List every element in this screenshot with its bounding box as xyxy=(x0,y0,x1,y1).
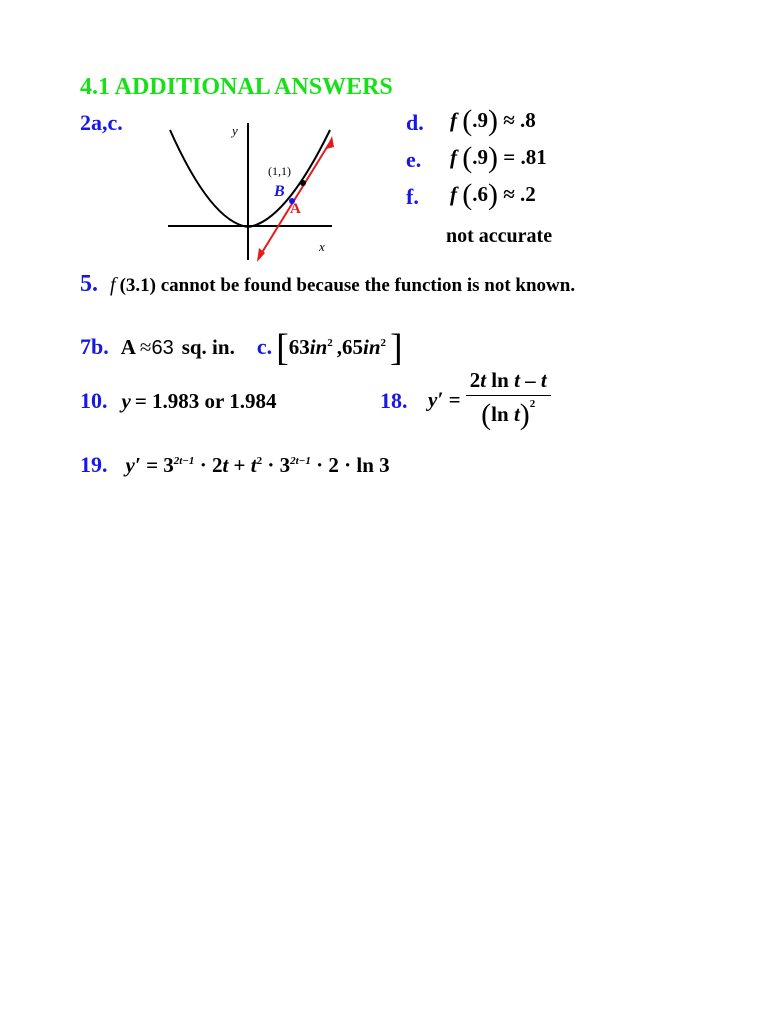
q18-expression: y′ = $\frac{\text{2t ln t – t}}{(\ln t)^2}$ xyxy=(428,368,551,432)
q7b-approx: ≈ xyxy=(139,335,152,359)
tangent-arrow-top xyxy=(326,136,334,149)
q7b-num: 63 xyxy=(151,337,174,359)
q19-label: 19. xyxy=(80,452,108,477)
point-1-1-label: (1,1) xyxy=(268,164,291,178)
q2f-expression: f (.6) ≈ .2 xyxy=(450,178,536,211)
q7c-interval: [$63in^2$ $,65in^2$ ] xyxy=(276,327,403,369)
q5-row xyxy=(80,271,575,298)
q18-label: 18. xyxy=(380,388,408,413)
q19-row xyxy=(80,452,390,478)
q10-y: y xyxy=(121,389,131,413)
parabola-curve xyxy=(170,130,330,227)
q2e-expression: f (.9) = .81 xyxy=(450,141,547,174)
q2e-label: e. xyxy=(406,147,422,172)
q2-label: 2a,c. xyxy=(80,110,123,135)
q19-expression: $y' = 3^{2t-1} \cdot 2t + t^2 \cdot 3^{2t-1} \cdot 2 \cdot \ln 3$ xyxy=(125,453,390,477)
q10-row xyxy=(80,388,277,414)
q5-label: 5. xyxy=(80,271,98,297)
q7b-a: A xyxy=(120,335,136,359)
q7b-label: 7b. xyxy=(80,334,109,359)
q5-text: (3.1) cannot be found because the function is not known. xyxy=(119,275,576,296)
q7c-label: c. xyxy=(256,334,273,359)
parabola-tangent-graph xyxy=(160,115,350,265)
q7-row xyxy=(80,326,403,370)
q2d-label: d. xyxy=(406,110,424,135)
y-axis-label: y xyxy=(232,123,238,138)
point-b-label: B xyxy=(274,183,285,200)
q2d-expression: f (.9) ≈ .8 xyxy=(450,104,536,137)
q2f-label: f. xyxy=(406,184,419,209)
q5-f: f xyxy=(110,274,116,296)
q10-text: = 1.983 or 1.984 xyxy=(134,389,277,413)
point-1-1 xyxy=(300,180,306,186)
page-title: 4.1 ADDITIONAL ANSWERS xyxy=(80,74,393,100)
point-a-label: A xyxy=(290,201,301,217)
q7b-unit: sq. in. xyxy=(181,335,235,359)
x-axis-label: x xyxy=(319,239,325,254)
q10-label: 10. xyxy=(80,388,108,413)
q2-note: not accurate xyxy=(446,225,553,247)
